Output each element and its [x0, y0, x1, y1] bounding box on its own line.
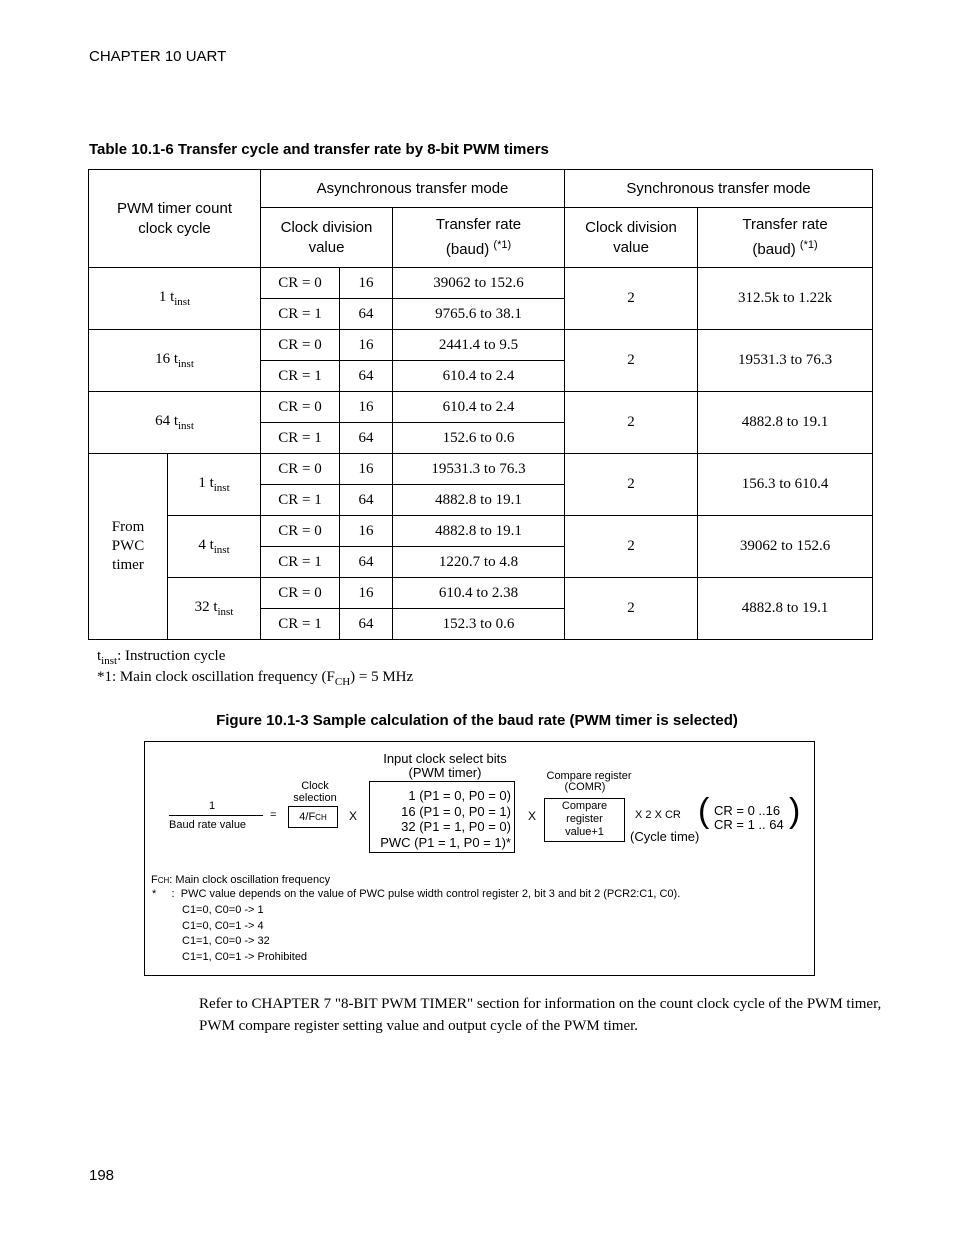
fraction-numerator: 1 [209, 800, 216, 812]
count-cycle-sub: inst [174, 296, 191, 308]
table-row [89, 578, 873, 609]
transfer-rate-table [88, 169, 873, 640]
input-bits-line: 1 (P1 = 0, P0 = 0) [408, 788, 511, 803]
count-cycle-label: 32 t [194, 599, 218, 615]
division-cell: 16 [340, 268, 393, 299]
cycle-time-label: (Cycle time) [630, 829, 700, 844]
count-cycle-sub: inst [178, 420, 194, 432]
body-paragraph: Refer to CHAPTER 7 "8-BIT PWM TIMER" section for information on the count clock cycle of the PWM timer, PWM compare register setting value and output cycle of the PWM timer. [199, 996, 882, 1034]
division-cell: 64 [340, 547, 393, 578]
count-cycle-cell [89, 268, 261, 330]
division-cell: 16 [340, 330, 393, 361]
count-cycle-label: 1 t [158, 289, 175, 305]
cr-cell: CR = 1 [261, 485, 340, 516]
cr-cell: CR = 0 [261, 330, 340, 361]
fch-note-pre: *1: Main clock oscillation frequency (F [97, 669, 335, 685]
input-bits-box [369, 781, 515, 853]
table-row [89, 268, 873, 299]
tinst-note-sub: inst [101, 655, 118, 667]
async-rate-cell: 4882.8 to 19.1 [393, 485, 565, 516]
division-cell: 64 [340, 609, 393, 640]
page-number: 198 [89, 1167, 115, 1184]
clock-value-sub: CH [315, 813, 327, 822]
cr-cell: CR = 0 [261, 516, 340, 547]
note-mark: (*1) [799, 239, 818, 251]
fch-definition-text: : Main clock oscillation frequency [169, 874, 331, 886]
input-bits-line: 32 (P1 = 1, P0 = 0) [401, 819, 511, 834]
input-bits-sublabel: (PWM timer) [408, 765, 482, 780]
table-row [89, 392, 873, 423]
pwc-timer-cell [89, 454, 168, 640]
clock-selection-label: Clock selection [293, 780, 337, 804]
count-cycle-cell [89, 392, 261, 454]
division-cell: 16 [340, 578, 393, 609]
async-rate-cell: 19531.3 to 76.3 [393, 454, 565, 485]
table-row [89, 516, 873, 547]
cr-cell: CR = 1 [261, 547, 340, 578]
fraction-denominator: Baud rate value [169, 819, 247, 831]
header-sync-transfer-rate [698, 208, 873, 268]
tinst-note [97, 648, 225, 667]
count-cycle-cell [168, 516, 261, 578]
fch-definition [151, 874, 330, 886]
async-rate-cell: 152.3 to 0.6 [393, 609, 565, 640]
header-pwm-count-text: PWM timer count clock cycle [116, 199, 233, 237]
fraction-bar [169, 815, 263, 816]
count-cycle-label: 1 t [198, 475, 214, 491]
clock-selection-box [288, 806, 338, 828]
async-rate-cell: 2441.4 to 9.5 [393, 330, 565, 361]
cr-cell: CR = 1 [261, 361, 340, 392]
header-async-transfer-rate-text: Transfer rate (baud) [435, 216, 522, 258]
header-pwm-count [89, 170, 261, 268]
sync-rate-cell: 19531.3 to 76.3 [698, 330, 873, 392]
cr-cell: CR = 1 [261, 609, 340, 640]
fch-definition-ch: CH [157, 876, 170, 885]
count-cycle-sub: inst [213, 482, 230, 494]
cr-cell: CR = 0 [261, 578, 340, 609]
header-async-clock-division-text: Clock division value [280, 218, 373, 256]
count-cycle-label: 4 t [198, 537, 214, 553]
x2xcr-term: X 2 X CR [635, 809, 681, 821]
async-rate-cell: 4882.8 to 19.1 [393, 516, 565, 547]
async-rate-cell: 9765.6 to 38.1 [393, 299, 565, 330]
pwc-option: C1=0, C0=1 -> 4 [182, 920, 264, 932]
tinst-note-text: : Instruction cycle [117, 648, 226, 664]
chapter-header: CHAPTER 10 UART [89, 48, 227, 65]
compare-register-label: Compare register [546, 770, 632, 782]
close-paren: ) [789, 792, 801, 830]
async-rate-cell: 152.6 to 0.6 [393, 423, 565, 454]
async-rate-cell: 610.4 to 2.38 [393, 578, 565, 609]
division-cell: 64 [340, 361, 393, 392]
pwc-footnote: * : PWC value depends on the value of PWC pulse width control register 2, bit 3 and bit 2 (PCR2:C1, C0). [152, 888, 681, 900]
cr-cell: CR = 0 [261, 268, 340, 299]
open-paren: ( [698, 792, 710, 830]
division-cell: 16 [340, 516, 393, 547]
sync-division-cell: 2 [565, 268, 698, 330]
cr-cell: CR = 0 [261, 454, 340, 485]
header-async-clock-division [261, 208, 393, 268]
division-cell: 64 [340, 299, 393, 330]
header-sync-clock-division-text: Clock division value [585, 218, 677, 256]
input-bits-line: 16 (P1 = 0, P0 = 1) [401, 803, 511, 819]
count-cycle-sub: inst [178, 358, 194, 370]
table-row [89, 454, 873, 485]
cr-cell: CR = 1 [261, 299, 340, 330]
table-row [89, 330, 873, 361]
compare-register-sublabel: (COMR) [564, 781, 606, 793]
pwc-timer-label: From PWC timer [111, 519, 145, 573]
sync-rate-cell: 4882.8 to 19.1 [698, 578, 873, 640]
count-cycle-cell [168, 454, 261, 516]
compare-box-line: Compare [561, 800, 608, 812]
count-cycle-label: 64 t [155, 413, 178, 429]
table-caption: Table 10.1-6 Transfer cycle and transfer rate by 8-bit PWM timers [89, 141, 549, 158]
fch-note [97, 669, 413, 688]
header-sync-clock-division [565, 208, 698, 268]
pwc-option: C1=0, C0=0 -> 1 [182, 904, 264, 916]
compare-box-line: register [566, 813, 603, 825]
figure-caption: Figure 10.1-3 Sample calculation of the baud rate (PWM timer is selected) [216, 712, 738, 729]
sync-rate-cell: 156.3 to 610.4 [698, 454, 873, 516]
fch-note-sub: CH [334, 676, 351, 688]
sync-rate-cell: 39062 to 152.6 [698, 516, 873, 578]
pwc-option: C1=1, C0=1 -> Prohibited [182, 951, 308, 963]
sync-division-cell: 2 [565, 454, 698, 516]
header-async-mode: Asynchronous transfer mode [261, 170, 565, 208]
count-cycle-cell [168, 578, 261, 640]
async-rate-cell: 39062 to 152.6 [393, 268, 565, 299]
pwc-option: C1=1, C0=0 -> 32 [182, 935, 270, 947]
cr-cell: CR = 0 [261, 392, 340, 423]
async-rate-cell: 610.4 to 2.4 [393, 392, 565, 423]
sync-division-cell: 2 [565, 330, 698, 392]
header-sync-mode: Synchronous transfer mode [565, 170, 873, 208]
sync-rate-cell: 312.5k to 1.22k [698, 268, 873, 330]
clock-value: 4/F [299, 811, 316, 823]
fch-note-post: ) = 5 MHz [350, 669, 414, 685]
division-cell: 16 [340, 454, 393, 485]
sync-division-cell: 2 [565, 392, 698, 454]
sync-division-cell: 2 [565, 578, 698, 640]
sync-rate-cell: 4882.8 to 19.1 [698, 392, 873, 454]
count-cycle-sub: inst [217, 606, 234, 618]
multiply-sign: X [349, 809, 358, 823]
equals-sign: = [270, 809, 277, 821]
note-mark: (*1) [493, 239, 512, 251]
cr-line: CR = 0 ..16 [714, 803, 781, 818]
count-cycle-sub: inst [213, 544, 230, 556]
compare-register-box [544, 798, 625, 842]
sync-division-cell: 2 [565, 516, 698, 578]
tinst-note-t: t [97, 648, 102, 664]
async-rate-cell: 1220.7 to 4.8 [393, 547, 565, 578]
count-cycle-cell [89, 330, 261, 392]
cr-cell: CR = 1 [261, 423, 340, 454]
baud-rate-figure [144, 741, 815, 976]
input-bits-label: Input clock select bits [383, 751, 507, 766]
fch-definition-f: F [151, 874, 158, 886]
cr-line: CR = 1 .. 64 [714, 817, 784, 832]
division-cell: 16 [340, 392, 393, 423]
async-rate-cell: 610.4 to 2.4 [393, 361, 565, 392]
count-cycle-label: 16 t [155, 351, 178, 367]
compare-box-line: value+1 [565, 826, 604, 838]
header-async-transfer-rate [393, 208, 565, 268]
input-bits-line: PWC (P1 = 1, P0 = 1)* [380, 834, 511, 850]
multiply-sign: X [528, 809, 537, 823]
division-cell: 64 [340, 485, 393, 516]
division-cell: 64 [340, 423, 393, 454]
header-sync-transfer-rate-text: Transfer rate (baud) [742, 216, 828, 258]
